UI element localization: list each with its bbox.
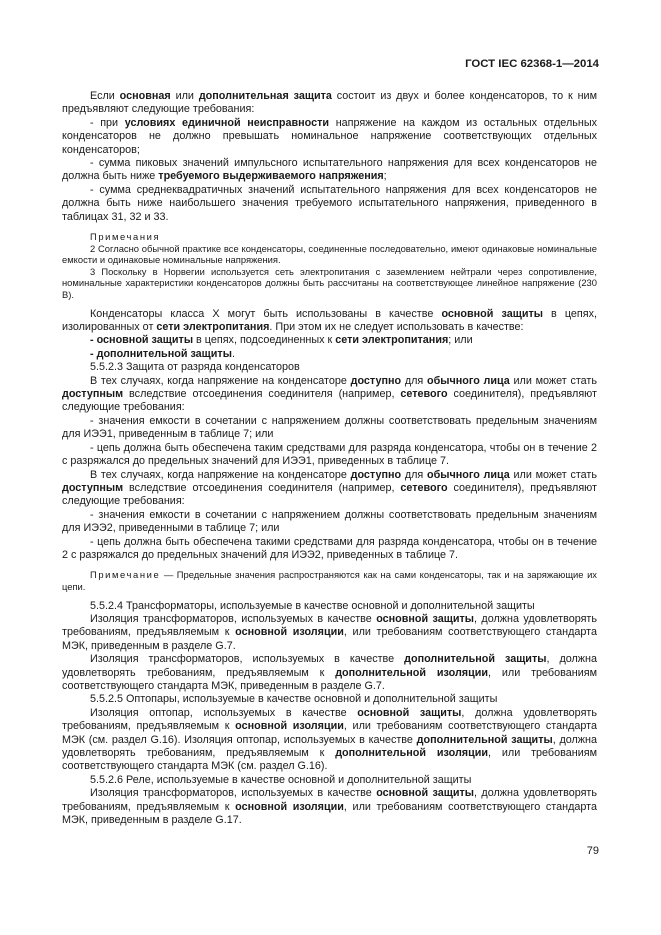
bold-term: обычного лица	[427, 468, 510, 481]
list-item-supplementary-protection	[62, 348, 597, 361]
note-2: 2 Согласно обычной практике все конденсаторы, соединенные последовательно, имеют одинаковые номинальные емкости и одинаковые номинальные напряжения.	[62, 242, 597, 266]
text-run: .	[231, 347, 235, 360]
text-run: вследствие отсоединения соединителя (например,	[123, 481, 401, 494]
notes-title: Примечания	[90, 231, 161, 243]
text-run: - сумма пиковых значений импульсного испытательного напряжения для всех конденсаторов не должна быть ниже	[62, 157, 597, 183]
text-run: , или требованиям соответствующего стандарта МЭК (см. раздел G.16). Изоляция оптопар, используемых в качестве	[62, 720, 597, 746]
bold-term: требуемого выдерживаемого напряжения	[158, 170, 384, 183]
bold-term: сети электропитания	[335, 334, 449, 347]
text-run: В тех случаях, когда напряжение на конденсаторе	[90, 374, 351, 387]
bold-term: дополнительной изоляции	[335, 747, 489, 759]
text-run: - при	[90, 116, 125, 129]
paragraph-class-x	[62, 308, 597, 335]
bold-term: основной защиты	[357, 706, 462, 719]
text-run: , или требованиям соответствующего стандарта МЭК, приведенным в разделе G.17.	[62, 800, 597, 827]
text-run: вследствие отсоединения соединителя (например,	[123, 388, 401, 401]
page-content	[62, 90, 597, 827]
text-run: соединителя), предъявляют следующие требования:	[62, 388, 597, 414]
paragraph-discharge-1	[62, 375, 597, 415]
list-item-capacitance-es2: - значения емкости в сочетании с напряжением должны соответствовать предельным значениям для ИЭЭ2, приведенными в таблице 7; или	[62, 508, 597, 535]
bold-term: основной изоляции	[235, 800, 344, 813]
note-limits	[62, 569, 597, 592]
text-run: , должна удовлетворять требованиям, предъявляемым к	[62, 653, 598, 679]
section-heading-5526: 5.5.2.6 Реле, используемые в качестве основной и дополнительной защиты	[90, 773, 472, 786]
text-run: или может стать	[509, 468, 597, 481]
text-run: , должна удовлетворять требованиям, предъявляемым к	[62, 706, 597, 733]
bold-term: основной защиты	[376, 787, 475, 800]
bold-term: доступным	[62, 388, 124, 401]
text-run: . При этом их не следует использовать в качестве:	[269, 321, 524, 334]
text-run: - сумма среднеквадратичных значений испытательного напряжения для всех конденсаторов не должна быть ниже наибольшего значения требуемого испытательного напряжения, приведенного в таблицах 31, 32 и 33.	[62, 183, 597, 223]
bold-term: дополнительной изоляции	[335, 666, 489, 679]
text-run: Если	[90, 90, 120, 102]
section-heading-5524: 5.5.2.4 Трансформаторы, используемые в качестве основной и дополнительной защиты	[90, 599, 535, 612]
list-item-discharge-es1: - цепь должна быть обеспечена таким средствами для разряда конденсатора, чтобы он в течение 2 с разряжался до предельных значений для ИЭЭ1, приведенных в таблице 7.	[62, 441, 597, 468]
text-run: для	[401, 374, 427, 387]
text-run: , или требованиям соответствующего стандарта МЭК, приведенным в разделе G.7.	[62, 626, 597, 652]
text-run: , или требованиям соответствующего стандарта МЭК (см. раздел G.16).	[62, 747, 597, 773]
text-run: Изоляция трансформаторов, используемых в качестве	[90, 612, 377, 625]
list-item-discharge-es2: - цепь должна быть обеспечена такими средствами для разряда конденсатора, чтобы он в течение 2 с разряжался до предельных значений для ИЭЭ2, приведенных в таблице 7.	[62, 535, 597, 561]
bold-term: сетевого	[400, 388, 448, 401]
list-item-peak-voltage	[62, 157, 597, 184]
text-run: , или требованиям соответствующего стандарта МЭК, приведенным в разделе G.7.	[62, 666, 597, 692]
bold-term: доступно	[350, 374, 402, 387]
bold-term: условиях единичной неисправности	[124, 116, 330, 129]
text-run: напряжение на каждом из остальных отдельных конденсаторов не должно превышать номинальное напряжение соответствующих отдельных конденсаторов;	[62, 116, 597, 156]
list-item-single-fault	[62, 117, 597, 157]
text-run: ;	[383, 170, 387, 183]
list-item-basic-protection	[62, 334, 597, 347]
paragraph-discharge-2	[62, 469, 597, 509]
paragraph-transformers-basic	[62, 613, 597, 653]
paragraph-transformers-supplementary	[62, 653, 597, 693]
bold-term: - основной защиты	[90, 334, 194, 347]
text-run: Изоляция трансформаторов, используемых в качестве	[90, 653, 405, 666]
text-run: ; или	[448, 334, 473, 347]
list-item-rms-voltage	[62, 184, 597, 224]
bold-term: дополнительной защиты	[404, 653, 547, 666]
section-heading-5523: 5.5.2.3 Защита от разряда конденсаторов	[90, 361, 300, 374]
bold-term: основной защиты	[376, 612, 475, 625]
paragraph-optocouplers	[62, 707, 597, 774]
bold-term: основной изоляции	[235, 626, 344, 639]
bold-term: обычного лица	[427, 374, 510, 387]
text-run: в цепях, подсоединенных к	[193, 334, 336, 347]
text-run: или может стать	[509, 374, 597, 387]
bold-term: сети электропитания	[156, 321, 270, 334]
bold-term: доступно	[350, 468, 402, 481]
note-label: Примечание	[90, 569, 161, 581]
paragraph-1	[62, 90, 597, 117]
notes-block	[62, 231, 597, 301]
section-heading-5525: 5.5.2.5 Оптопары, используемые в качестве основной и дополнительной защиты	[90, 693, 498, 706]
bold-term: сетевого	[400, 481, 448, 494]
text-run: соединителя), предъявляют следующие требования:	[62, 481, 597, 508]
bold-term: дополнительная защита	[198, 90, 332, 102]
bold-term: основная	[119, 90, 171, 102]
bold-term: дополнительной защиты	[416, 733, 553, 746]
text-run: , должна удовлетворять требованиям, предъявляемым к	[62, 733, 597, 759]
note-3: 3 Поскольку в Норвегии используется сеть электропитания с заземлением нейтрали через сопротивление, номинальные характеристики конденсаторов должны быть рассчитаны на соответствующее линейное напряжение (230 В).	[62, 265, 597, 301]
bold-term: основной защиты	[441, 307, 543, 320]
bold-term: доступным	[62, 481, 124, 494]
text-run: или	[170, 90, 199, 102]
bold-term: - дополнительной защиты	[90, 347, 232, 360]
text-run: для	[401, 468, 427, 481]
text-run: В тех случаях, когда напряжение на конденсаторе	[90, 468, 351, 481]
note-text: — Предельные значения распространяются как на сами конденсаторы, так и на заряжающие их цепи.	[62, 569, 597, 592]
page-number: 79	[586, 845, 599, 857]
paragraph-relays	[62, 787, 597, 827]
text-run: состоит из двух и более конденсаторов, то к ним предъявляют следующие требования:	[62, 90, 597, 116]
standard-header: ГОСТ IEC 62368-1—2014	[465, 58, 599, 70]
text-run: в цепях, изолированных от	[62, 307, 598, 334]
text-run: Изоляция трансформаторов, используемых в качестве	[90, 787, 377, 800]
list-item-capacitance-es1: - значения емкости в сочетании с напряжением должны соответствовать предельным значениям для ИЭЭ1, приведенным в таблице 7; или	[62, 414, 597, 441]
bold-term: основной изоляции	[235, 720, 344, 733]
text-run: Конденсаторы класса X могут быть использованы в качестве	[90, 307, 442, 320]
text-run: Изоляция оптопар, используемых в качестве	[90, 706, 358, 719]
text-run: , должна удовлетворять требованиям, предъявляемым к	[62, 787, 598, 813]
text-run: , должна удовлетворять требованиям, предъявляемым к	[62, 612, 598, 639]
